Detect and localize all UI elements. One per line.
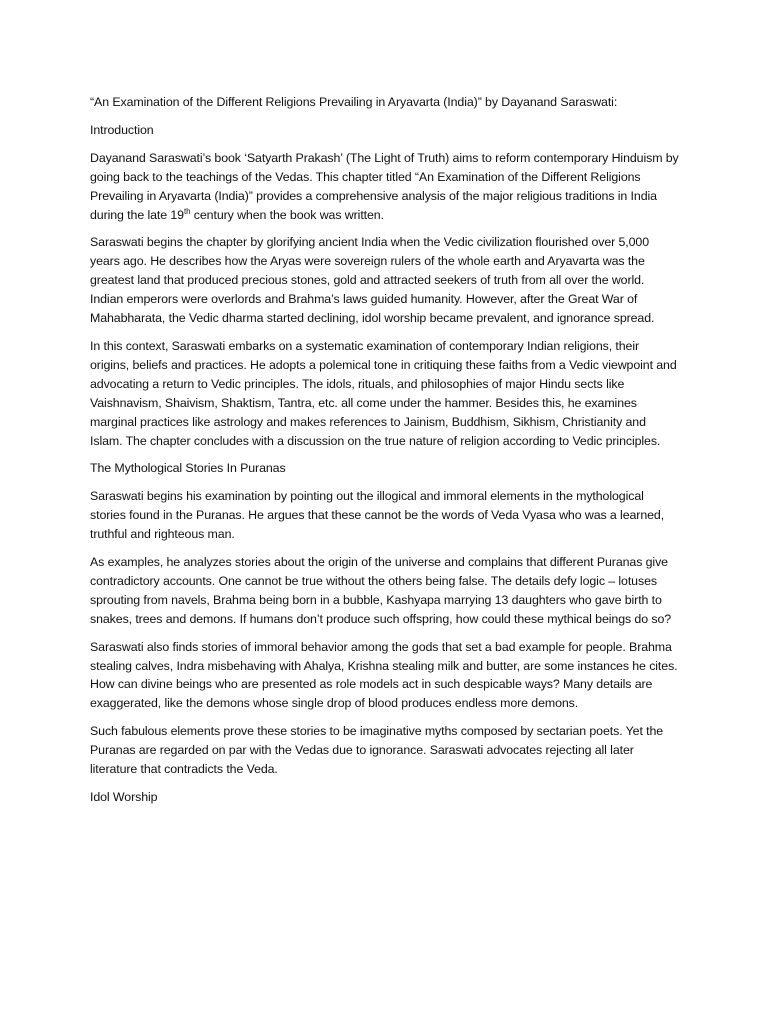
- document-body: [90, 93, 680, 816]
- heading-mythology: The Mythological Stories In Puranas: [90, 461, 286, 476]
- heading-idol-worship: Idol Worship: [90, 790, 158, 804]
- intro-p1-text: Dayanand Saraswati’s book ‘Satyarth Prakash’ (The Light of Truth) aims to reform contemporary Hinduism by going back to the teachings of the Vedas. This chapter titled “An Examination of the Different Religions Prevailing in Aryavarta (India)” provides a comprehensive analysis of the major religious traditions in India during the late 19: [90, 150, 679, 222]
- intro-paragraph-2: Saraswati begins the chapter by glorifying ancient India when the Vedic civilization flourished over 5,000 years ago. He describes how the Aryas were sovereign rulers of the whole earth and Aryavarta was the greatest land that produced precious stones, gold and attracted seekers of truth from all over the world. Indian emperors were overlords and Brahma’s laws guided humanity. However, after the Great War of Mahabharata, the Vedic dharma started declining, idol worship became prevalent, and ignorance spread.: [90, 235, 655, 326]
- intro-p1-text-end: century when the book was written.: [190, 207, 384, 222]
- document-title: “An Examination of the Different Religions Prevailing in Aryavarta (India)” by Dayanand Saraswati:: [90, 95, 618, 109]
- mythology-paragraph-2: As examples, he analyzes stories about the origin of the universe and complains that different Puranas give contradictory accounts. One cannot be true without the others being false. The details defy logic – lotuses sprouting from navels, Brahma being born in a bubble, Kashyapa marrying 13 daughters who gave birth to snakes, trees and demons. If humans don’t produce such offspring, how could these mythical beings do so?: [90, 555, 672, 626]
- mythology-paragraph-1: Saraswati begins his examination by pointing out the illogical and immoral elements in the mythological stories found in the Puranas. He argues that these cannot be the words of Veda Vyasa who was a learned, truthful and righteous man.: [90, 489, 665, 542]
- mythology-paragraph-3: Saraswati also finds stories of immoral behavior among the gods that set a bad example for people. Brahma stealing calves, Indra misbehaving with Ahalya, Krishna stealing milk and butter, are some instances he cites. How can divine beings who are presented as role models act in such despicable ways? Many details are exaggerated, like the demons whose single drop of blood produces endless more demons.: [90, 639, 678, 711]
- intro-paragraph-1: [90, 149, 680, 225]
- mythology-paragraph-4: Such fabulous elements prove these stories to be imaginative myths composed by sectarian poets. Yet the Puranas are regarded on par with the Vedas due to ignorance. Saraswati advocates rejecting all later literature that contradicts the Veda.: [90, 724, 664, 777]
- century-superscript: th: [183, 206, 191, 216]
- heading-introduction: Introduction: [90, 122, 154, 137]
- intro-paragraph-3: In this context, Saraswati embarks on a systematic examination of contemporary Indian religions, their origins, beliefs and practices. He adopts a polemical tone in critiquing these faiths from a Vedic viewpoint and advocating a return to Vedic principles. The idols, rituals, and philosophies of major Hindu sects like Vaishnavism, Shaivism, Shaktism, Tantra, etc. all come under the hammer. Besides this, he examines marginal practices like astrology and makes references to Jainism, Buddhism, Sikhism, Christianity and Islam. The chapter concludes with a discussion on the true nature of religion according to Vedic principles.: [90, 338, 677, 448]
